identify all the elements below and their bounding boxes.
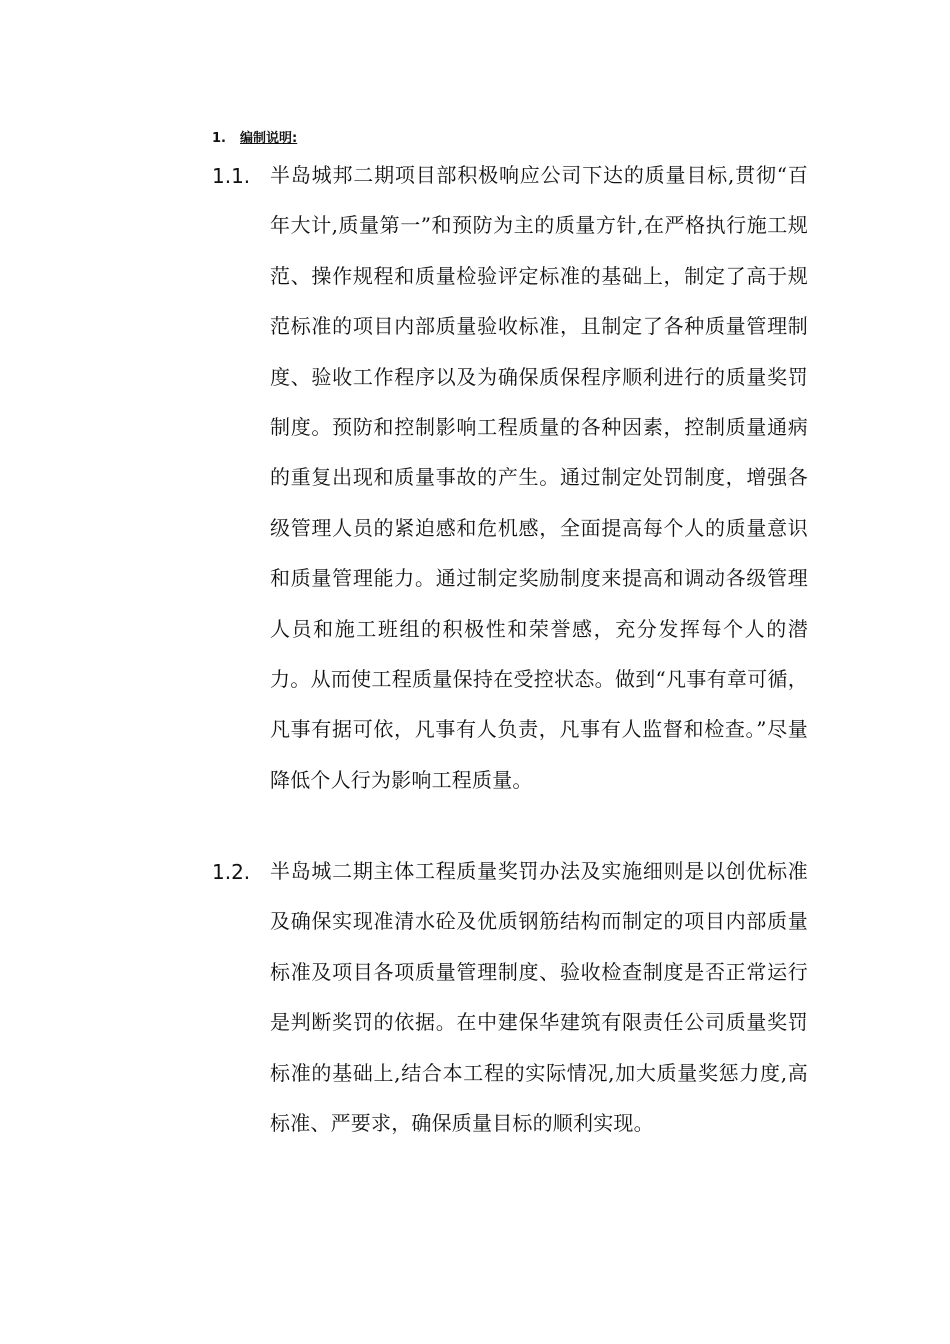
paragraph-1-2 [212,846,808,1148]
section-title: 编制说明: [240,131,298,146]
paragraph-text: 半岛城二期主体工程质量奖罚办法及实施细则是以创优标准及确保实现准清水砼及优质钢筋结构而制定的项目内部质量标准及项目各项质量管理制度、验收检查制度是否正常运行是判断奖罚的依据。在中建保华建筑有限责任公司质量奖罚标准的基础上,结合本工程的实际情况,加大质量奖惩力度,高标准、严要求，确保质量目标的顺利实现。 [270,859,808,1136]
paragraph-text: 半岛城邦二期项目部积极响应公司下达的质量目标,贯彻“百年大计,质量第一”和预防为主的质量方针,在严格执行施工规范、操作规程和质量检验评定标准的基础上，制定了高于规范标准的项目内部质量验收标准，且制定了各种质量管理制度、验收工作程序以及为确保质保程序顺利进行的质量奖罚制度。预防和控制影响工程质量的各种因素，控制质量通病的重复出现和质量事故的产生。通过制定处罚制度，增强各级管理人员的紧迫感和危机感，全面提高每个人的质量意识和质量管理能力。通过制定奖励制度来提高和调动各级管理人员和施工班组的积极性和荣誉感，充分发挥每个人的潜力。从而使工程质量保持在受控状态。做到“凡事有章可循，凡事有据可依，凡事有人负责，凡事有人监督和检查。”尽量降低个人行为影响工程质量。 [270,163,808,792]
paragraph-1-1 [212,150,808,805]
section-number: 1. [212,131,226,146]
section-heading [212,127,297,146]
paragraph-number: 1.1. [212,164,251,188]
paragraph-number: 1.2. [212,860,251,884]
